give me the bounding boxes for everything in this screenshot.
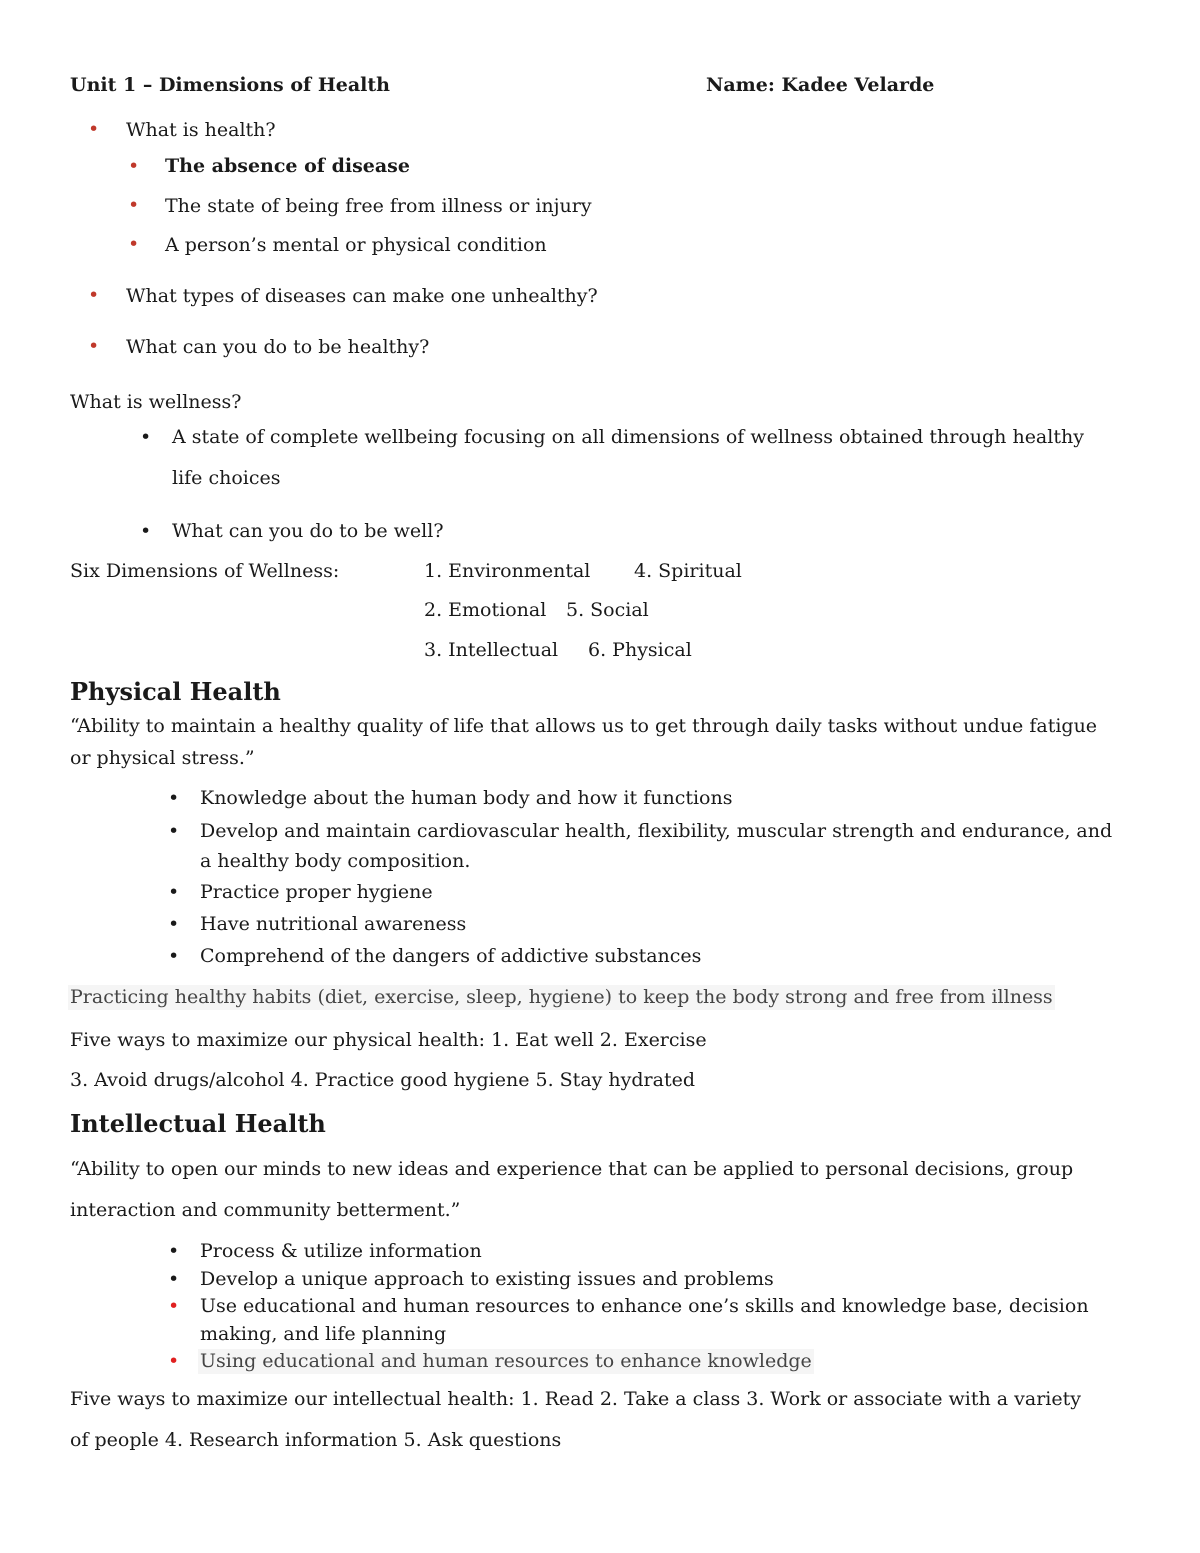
wellness-question-2: What can you do to be well? bbox=[172, 520, 444, 542]
dimension-item: 3. Intellectual bbox=[424, 639, 559, 661]
wellness-question: What is wellness? bbox=[70, 391, 242, 413]
intellectual-bullet-continued: making, and life planning bbox=[200, 1323, 447, 1345]
dimension-item: 4. Spiritual bbox=[634, 560, 742, 582]
section-heading-physical: Physical Health bbox=[70, 677, 281, 706]
intellectual-ways-line-2: of people 4. Research information 5. Ask questions bbox=[70, 1429, 562, 1451]
intellectual-ways-line-1: Five ways to maximize our intellectual health: 1. Read 2. Take a class 3. Work or associate with a variety bbox=[70, 1388, 1081, 1410]
dimensions-label: Six Dimensions of Wellness: bbox=[70, 560, 340, 582]
physical-quote-line-1: “Ability to maintain a healthy quality of life that allows us to get through daily tasks without undue fatigue bbox=[70, 715, 1098, 737]
health-answer-1: The absence of disease bbox=[165, 155, 410, 177]
dimension-item: 2. Emotional bbox=[424, 599, 547, 621]
bullet-icon: • bbox=[168, 913, 180, 935]
physical-bullet-continued: a healthy body composition. bbox=[200, 850, 471, 872]
physical-bullet: Develop and maintain cardiovascular health, flexibility, muscular strength and endurance, and bbox=[200, 820, 1113, 842]
physical-bullet: Have nutritional awareness bbox=[200, 913, 467, 935]
bullet-icon: • bbox=[140, 426, 152, 448]
intellectual-bullet-highlighted: Using educational and human resources to enhance knowledge bbox=[200, 1350, 812, 1372]
bullet-icon: • bbox=[168, 820, 180, 842]
bullet-icon: • bbox=[128, 233, 140, 255]
intellectual-quote-line-1: “Ability to open our minds to new ideas and experience that can be applied to personal decisions, group bbox=[70, 1158, 1074, 1180]
physical-definition: Practicing healthy habits (diet, exercise, sleep, hygiene) to keep the body strong and free from illness bbox=[70, 986, 1053, 1008]
physical-bullet: Practice proper hygiene bbox=[200, 881, 433, 903]
physical-ways-line-1: Five ways to maximize our physical health: 1. Eat well 2. Exercise bbox=[70, 1029, 707, 1051]
bullet-icon: • bbox=[168, 1295, 180, 1317]
section-heading-intellectual: Intellectual Health bbox=[70, 1109, 326, 1138]
dimension-item: 1. Environmental bbox=[424, 560, 591, 582]
health-question-2: What types of diseases can make one unhealthy? bbox=[126, 285, 598, 307]
bullet-icon: • bbox=[168, 1240, 180, 1262]
bullet-icon: • bbox=[168, 1268, 180, 1290]
physical-quote-line-2: or physical stress.” bbox=[70, 747, 255, 769]
intellectual-bullet: Use educational and human resources to enhance one’s skills and knowledge base, decision bbox=[200, 1295, 1089, 1317]
wellness-answer-line-1: A state of complete wellbeing focusing on all dimensions of wellness obtained through healthy bbox=[172, 426, 1084, 448]
bullet-icon: • bbox=[88, 118, 100, 140]
health-question-3: What can you do to be healthy? bbox=[126, 336, 430, 358]
bullet-icon: • bbox=[88, 284, 100, 306]
physical-ways-line-2: 3. Avoid drugs/alcohol 4. Practice good hygiene 5. Stay hydrated bbox=[70, 1069, 696, 1091]
document-title: Unit 1 – Dimensions of Health bbox=[70, 74, 390, 96]
physical-bullet: Knowledge about the human body and how it functions bbox=[200, 787, 733, 809]
dimension-item: 5. Social bbox=[566, 599, 649, 621]
intellectual-quote-line-2: interaction and community betterment.” bbox=[70, 1199, 461, 1221]
bullet-icon: • bbox=[168, 881, 180, 903]
bullet-icon: • bbox=[168, 1350, 180, 1372]
health-answer-3: A person’s mental or physical condition bbox=[165, 234, 547, 256]
student-name: Name: Kadee Velarde bbox=[706, 74, 935, 96]
intellectual-bullet: Develop a unique approach to existing issues and problems bbox=[200, 1268, 774, 1290]
bullet-icon: • bbox=[88, 335, 100, 357]
intellectual-bullet: Process & utilize information bbox=[200, 1240, 482, 1262]
health-answer-2: The state of being free from illness or injury bbox=[165, 195, 592, 217]
dimension-item: 6. Physical bbox=[588, 639, 692, 661]
bullet-icon: • bbox=[128, 194, 140, 216]
physical-bullet: Comprehend of the dangers of addictive substances bbox=[200, 945, 702, 967]
bullet-icon: • bbox=[128, 155, 140, 177]
bullet-icon: • bbox=[168, 787, 180, 809]
bullet-icon: • bbox=[168, 945, 180, 967]
wellness-answer-line-2: life choices bbox=[172, 467, 281, 489]
health-question: What is health? bbox=[126, 119, 276, 141]
bullet-icon: • bbox=[140, 520, 152, 542]
